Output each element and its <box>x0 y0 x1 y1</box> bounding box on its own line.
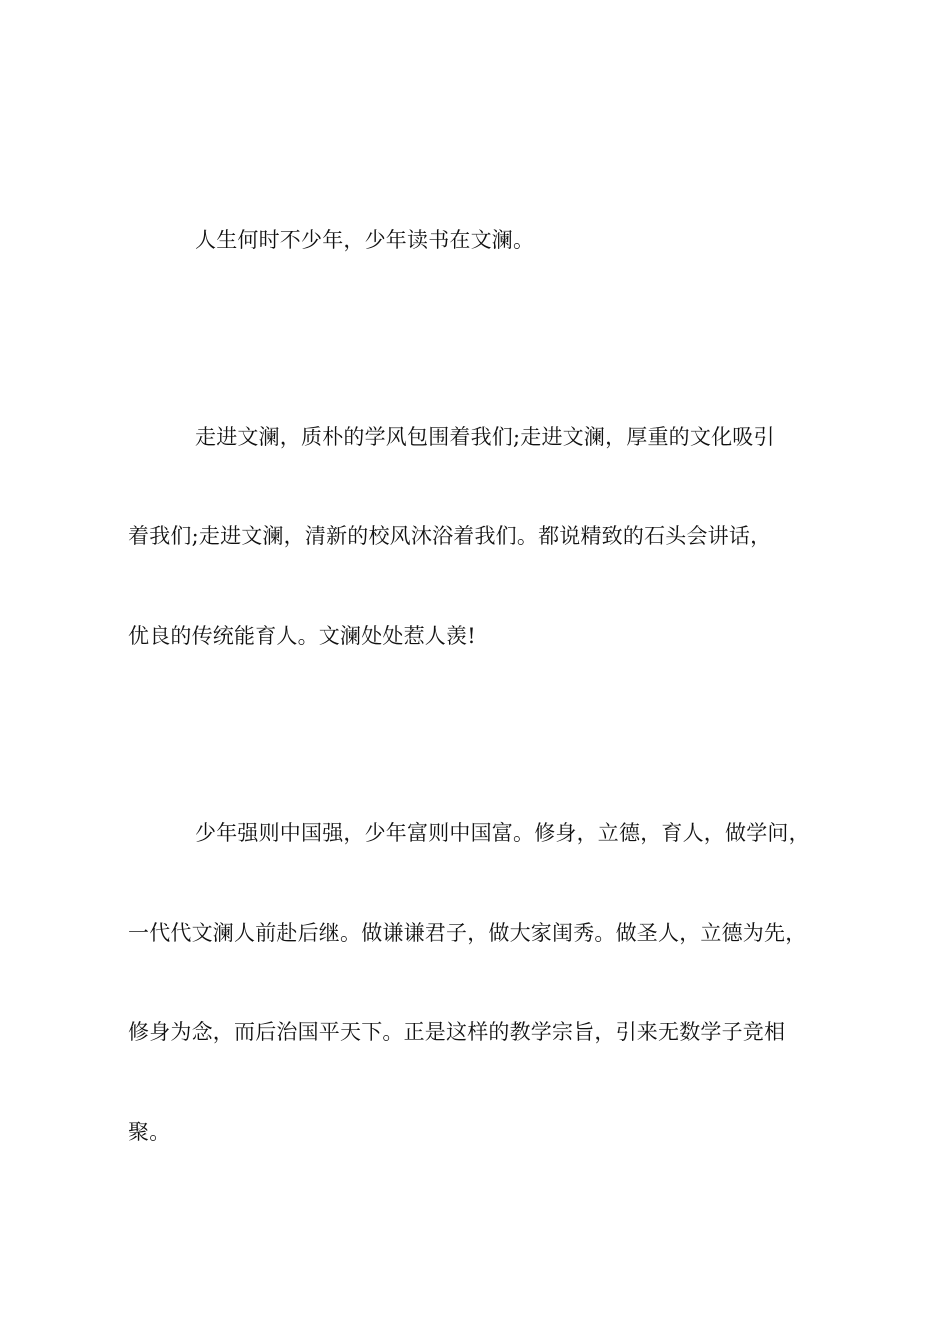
paragraph-3-line-3: 修身为念，而后治国平天下。正是这样的教学宗旨，引来无数学子竞相 <box>128 1020 786 1044</box>
paragraph-3-line-2: 一代代文澜人前赴后继。做谦谦君子，做大家闺秀。做圣人，立德为先， <box>128 921 807 945</box>
paragraph-3-line-4: 聚。 <box>128 1120 171 1144</box>
paragraph-2-line-2: 着我们;走进文澜，清新的校风沐浴着我们。都说精致的石头会讲话， <box>128 524 772 548</box>
paragraph-2-line-1: 走进文澜，质朴的学风包围着我们;走进文澜，厚重的文化吸引 <box>195 425 775 449</box>
paragraph-3-line-1: 少年强则中国强，少年富则中国富。修身，立德，育人，做学问， <box>195 821 810 845</box>
paragraph-1-line-1: 人生何时不少年，少年读书在文澜。 <box>195 228 535 252</box>
paragraph-2-line-3: 优良的传统能育人。文澜处处惹人羡! <box>128 624 476 648</box>
